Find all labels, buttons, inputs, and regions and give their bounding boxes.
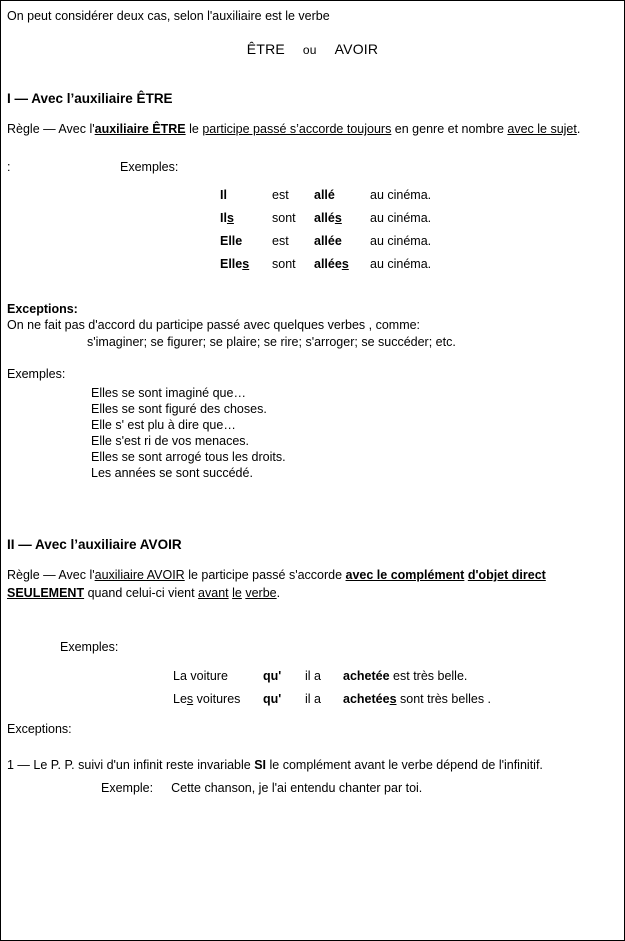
section-1-rule — [7, 120, 620, 138]
example-participle — [314, 184, 370, 207]
example-il-a: il a — [305, 692, 321, 707]
rule2-verbe: verbe — [245, 586, 277, 601]
participle-stem: allé — [314, 211, 335, 226]
example-participle — [314, 230, 370, 253]
section-2-exceptions-heading: Exceptions: — [7, 722, 72, 737]
list-item: Elle s'est ri de vos menaces. — [91, 434, 250, 449]
subject-stem: Le — [173, 692, 187, 707]
examples-colon: : — [7, 160, 11, 175]
subject-stem: Il — [220, 188, 227, 203]
rule2-le: le — [232, 586, 242, 601]
auxiliary-avoir: AVOIR — [334, 41, 379, 57]
example-tail: est très belle. — [393, 669, 468, 684]
section-spacer — [5, 481, 620, 537]
section-2-note-example — [101, 781, 620, 795]
example-verb: est — [272, 234, 289, 249]
auxiliary-pair — [5, 41, 620, 57]
example-qu — [263, 666, 305, 689]
section-2-heading: II — Avec l’auxiliaire AVOIR — [7, 537, 182, 553]
auxiliary-ou: ou — [302, 43, 317, 57]
rule-accord-toujours: participe passé s’accorde toujours — [202, 122, 392, 136]
note-prefix: 1 — Le P. P. suivi d'un infinit reste invariable — [7, 758, 255, 773]
participle-plural-s: s — [341, 257, 349, 272]
rule-prefix: Règle — Avec l' — [7, 122, 95, 136]
table-row — [220, 253, 431, 276]
subject-stem: Elle — [220, 234, 243, 249]
subject-plural-s: s — [186, 692, 194, 707]
note-si: SI — [254, 758, 267, 773]
section-2-rule — [7, 566, 620, 602]
list-item: Elles se sont arrogé tous les droits. — [91, 450, 286, 465]
table-row — [220, 184, 431, 207]
rule2-avant: avant — [198, 586, 229, 601]
document-body — [1, 1, 624, 795]
list-item: Les années se sont succédé. — [91, 466, 253, 481]
example-tail: au cinéma. — [370, 257, 432, 272]
section-2-examples-label: Exemples: — [60, 640, 119, 655]
example-verb: est — [272, 188, 289, 203]
rule2-mid-2: quand celui-ci vient — [84, 586, 199, 601]
table-row — [220, 207, 431, 230]
example-verb: sont — [272, 257, 296, 272]
section-1-exceptions-text: On ne fait pas d'accord du participe passé avec quelques verbes , comme: — [7, 318, 421, 333]
section-2-note — [7, 756, 620, 774]
example-subject — [173, 666, 263, 689]
rule2-objet-direct: d'objet direct — [467, 568, 546, 583]
rule2-prefix: Règle — Avec l' — [7, 568, 95, 583]
rule2-aux-avoir: auxiliaire AVOIR — [94, 568, 185, 583]
rule-mid-2: en genre et nombre — [391, 122, 508, 136]
rule-mid-1: le — [185, 122, 203, 136]
note-suffix: le complément avant le verbe dépend de l'infinitif. — [266, 758, 543, 773]
section-1-heading: I — Avec l’auxiliaire ÊTRE — [7, 91, 173, 106]
section-1-exceptions-examples — [5, 385, 620, 481]
example-subject — [220, 253, 272, 276]
table-row — [173, 666, 491, 689]
section-2-examples-table — [173, 666, 491, 712]
example-qu — [263, 689, 305, 712]
participle-plural-s: s — [389, 692, 397, 707]
example-subject — [220, 207, 272, 230]
qu-elided: qu' — [263, 692, 282, 707]
participle-stem: allée — [314, 257, 342, 272]
participle-stem: allé — [314, 188, 335, 203]
section-1-exceptions-verbs: s'imaginer; se figurer; se plaire; se rire; s'arroger; se succéder; etc. — [87, 335, 456, 350]
example-tail: sont très belles . — [400, 692, 492, 707]
example-participle-tail — [343, 666, 491, 689]
section-1-exceptions-heading: Exceptions: — [7, 302, 78, 317]
example-tail: au cinéma. — [370, 234, 432, 249]
example-participle-tail — [343, 689, 491, 712]
example-il-a: il a — [305, 669, 321, 684]
list-item: Elle s' est plu à dire que… — [91, 418, 236, 433]
section-1-exceptions-examples-label: Exemples: — [7, 367, 66, 382]
example-subject — [173, 689, 263, 712]
subject-stem: Il — [220, 211, 227, 226]
section-spacer-2 — [5, 602, 620, 640]
qu-elided: qu' — [263, 669, 282, 684]
section-1-examples-table — [220, 184, 431, 276]
example-tail: au cinéma. — [370, 188, 432, 203]
rule-avec-le-sujet: avec le sujet — [507, 122, 577, 136]
subject-plural-s: s — [242, 257, 250, 272]
table-row — [173, 689, 491, 712]
subject-noun: voitures — [193, 692, 241, 707]
note-example-label: Exemple: — [101, 780, 154, 795]
rule2-mid-1: le participe passé s'accorde — [184, 568, 346, 583]
intro-paragraph: On peut considérer deux cas, selon l'auxiliaire est le verbe — [7, 9, 330, 23]
participle-plural-s: s — [334, 211, 342, 226]
rule2-suffix: . — [276, 586, 281, 601]
list-item: Elles se sont figuré des choses. — [91, 402, 267, 417]
example-subject — [220, 184, 272, 207]
example-participle — [314, 253, 370, 276]
example-subject — [220, 230, 272, 253]
auxiliary-etre: ÊTRE — [246, 41, 285, 57]
rule2-complement: avec le complément — [345, 568, 465, 583]
participle-stem: achetée — [343, 692, 390, 707]
list-item: Elles se sont imaginé que… — [91, 386, 246, 401]
note-example-text: Cette chanson, je l'ai entendu chanter par toi. — [171, 780, 423, 795]
subject-stem: Elle — [220, 257, 243, 272]
subject-stem: La voiture — [173, 669, 228, 684]
example-verb: sont — [272, 211, 296, 226]
table-row — [220, 230, 431, 253]
rule-suffix: . — [576, 122, 581, 136]
participle-stem: achetée — [343, 669, 390, 684]
example-participle — [314, 207, 370, 230]
subject-plural-s: s — [226, 211, 234, 226]
examples-label: Exemples: — [120, 160, 179, 175]
example-tail: au cinéma. — [370, 211, 432, 226]
section-1-examples-header — [5, 160, 620, 174]
rule2-seulement: SEULEMENT — [7, 586, 85, 601]
participle-stem: allée — [314, 234, 342, 249]
rule-aux-etre: auxiliaire ÊTRE — [94, 122, 186, 136]
